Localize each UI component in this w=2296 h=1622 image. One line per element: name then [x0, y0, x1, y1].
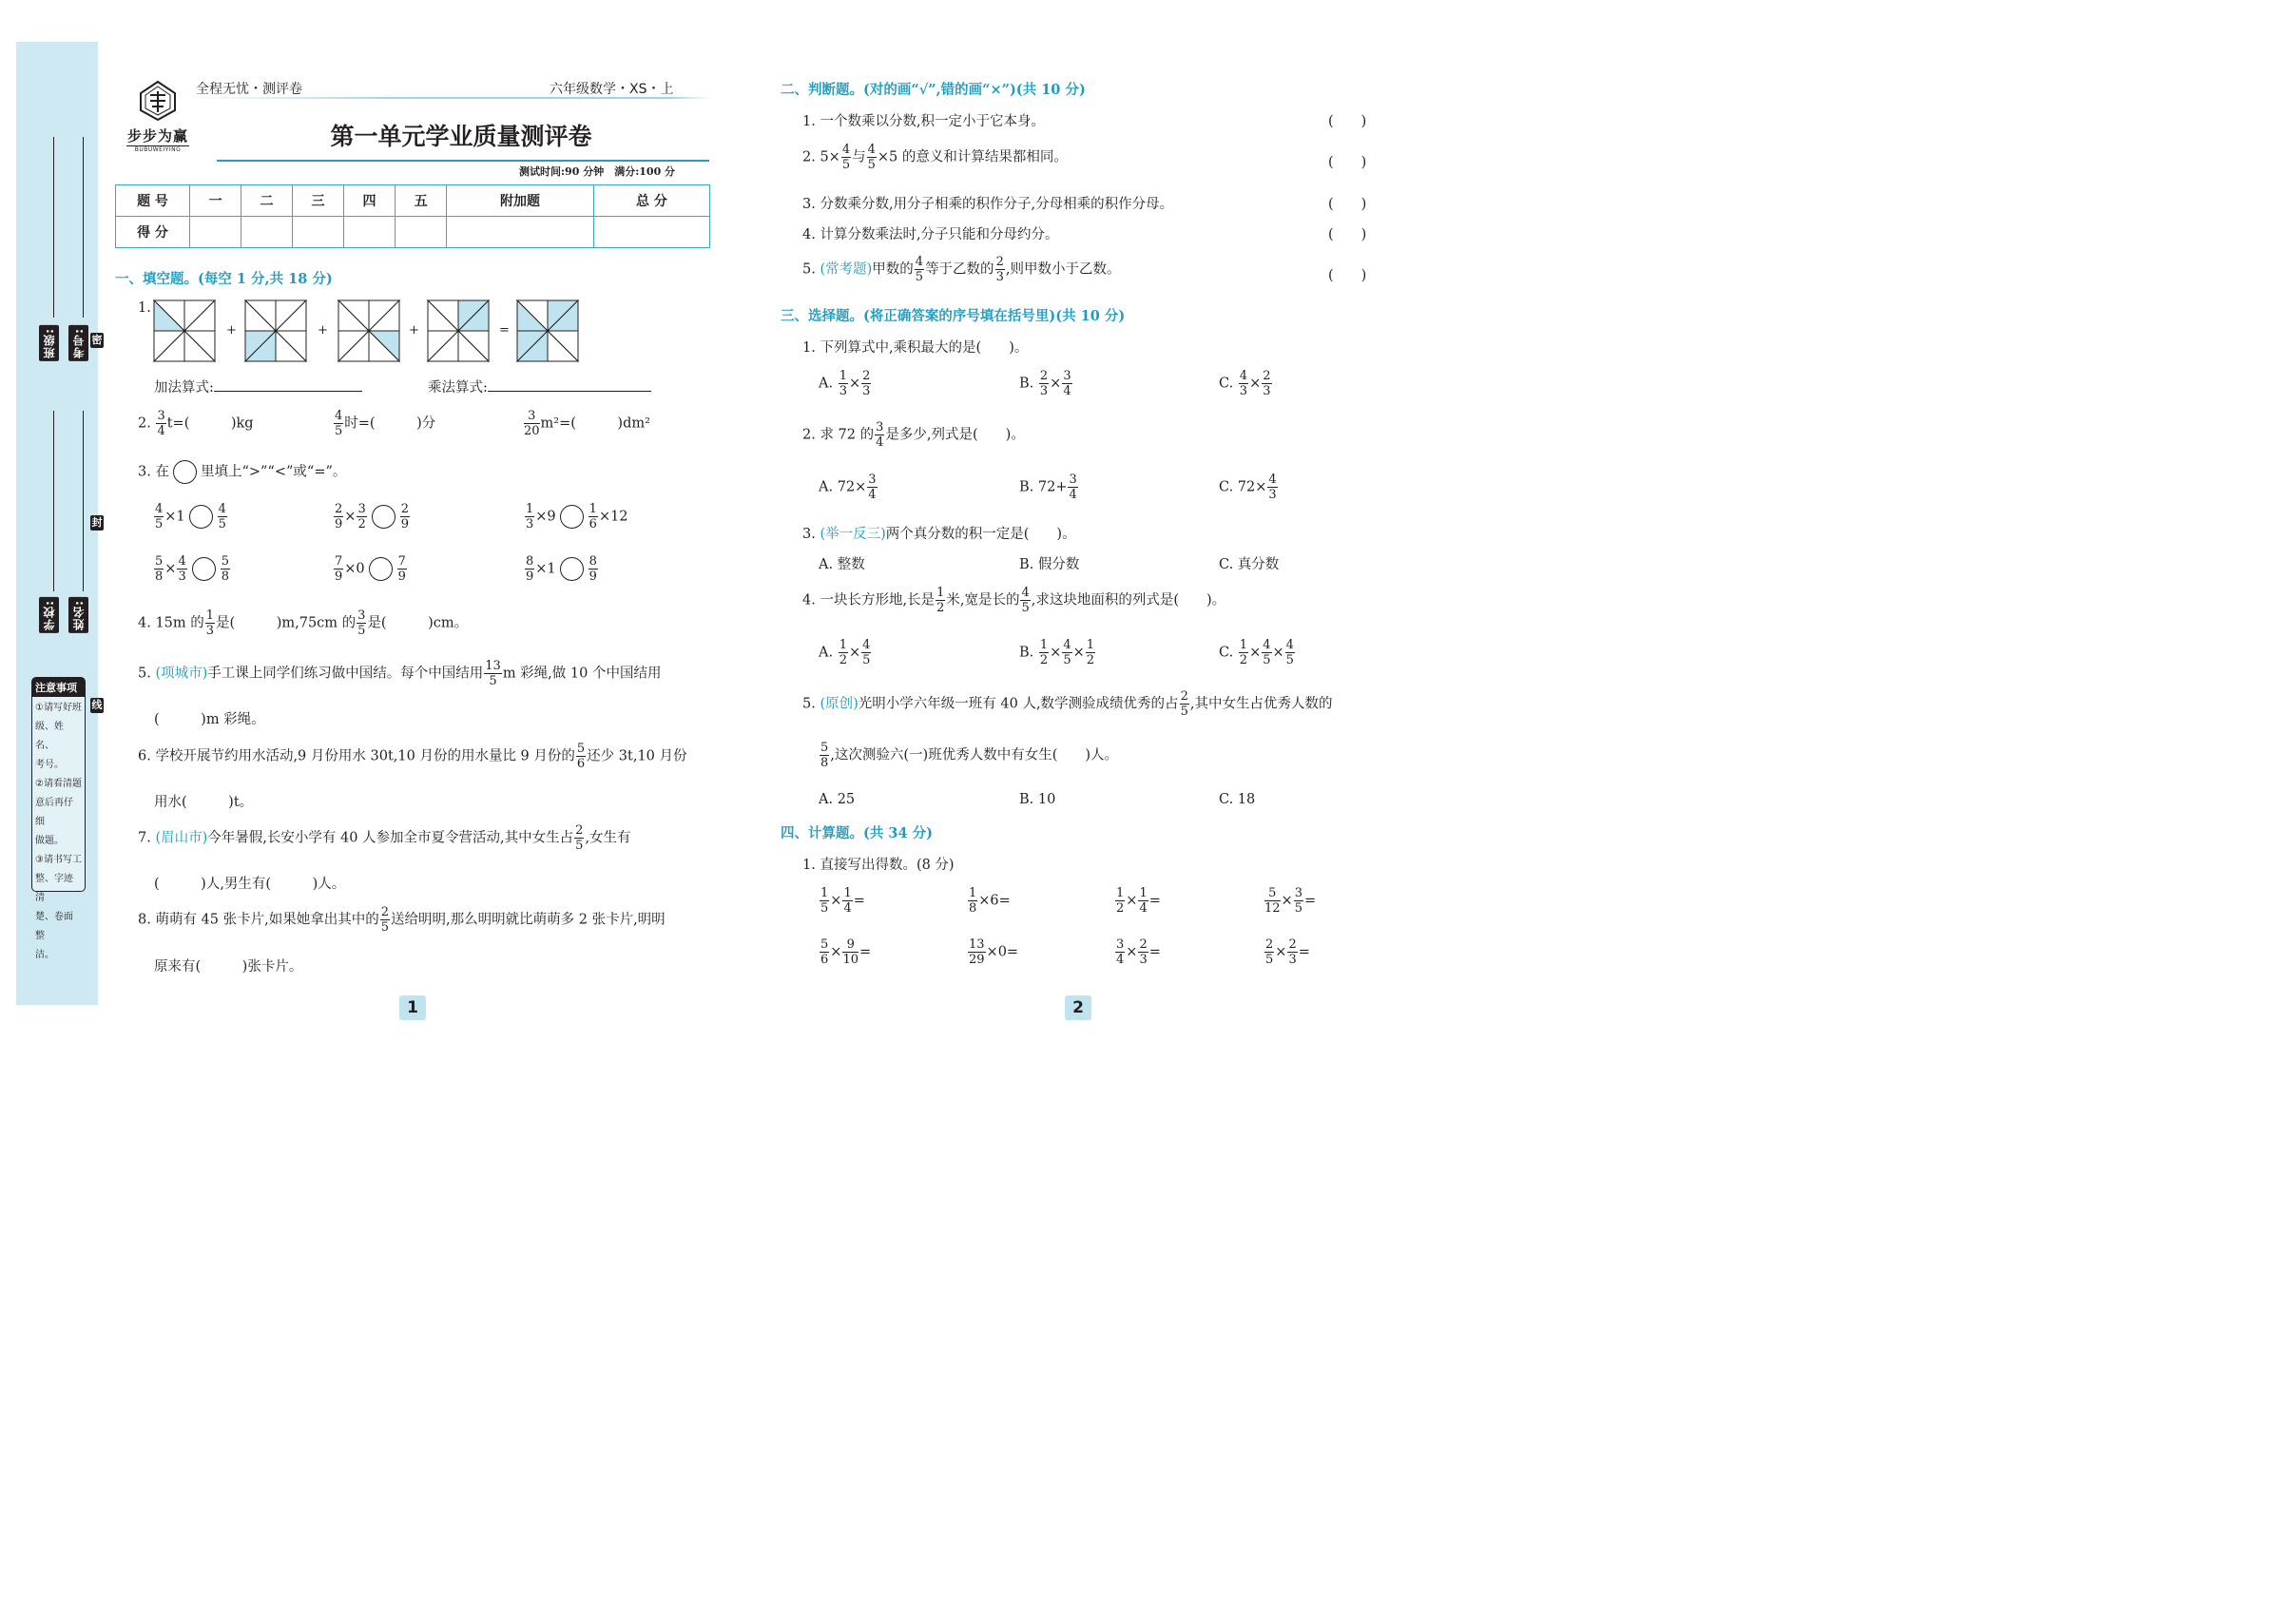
score-value-row — [116, 217, 710, 248]
q6-line2: 用水( )t。 — [154, 795, 254, 810]
score-input-cell[interactable] — [396, 217, 447, 248]
q5-b: m 彩绳,做 10 个中国结用 — [502, 666, 662, 682]
series-name: 全程无忧・测评卷 — [196, 82, 302, 97]
exam-no-line — [83, 137, 84, 318]
judge-answer-paren[interactable]: ( ) — [1328, 155, 1367, 170]
q3-pre: 在 — [155, 464, 169, 480]
judge-5-a: 甲数的 — [872, 261, 914, 278]
choice-5-line2: $\frac{5}{8}$ ,这次测验六(一)班优秀人数中有女生( )人。 — [820, 741, 1119, 770]
plus-sign: + — [409, 323, 419, 338]
q2-c-text: m²=( )dm² — [540, 415, 650, 432]
judge-answer-paren[interactable]: ( ) — [1328, 227, 1367, 242]
choice-5-option-c[interactable]: C. 18 — [1219, 792, 1256, 807]
choice-3-tag: (举一反三) — [820, 527, 886, 542]
choice-3-option-a[interactable]: A. 整数 — [819, 557, 865, 572]
plus-sign: + — [226, 323, 237, 338]
q2-b-text: 时=( )分 — [344, 415, 436, 432]
notes-line: 考号。 — [35, 760, 64, 770]
judge-answer-paren[interactable]: ( ) — [1328, 197, 1367, 212]
q3-instruction — [138, 460, 346, 484]
header-rule — [194, 97, 711, 99]
choice-5-option-b[interactable]: B. 10 — [1019, 792, 1056, 807]
section-note: (共 34 分) — [863, 825, 933, 841]
q3-post: 里填上“>”“<”或“=”。 — [200, 464, 347, 480]
judge-1: 1. 一个数乘以分数,积一定小于它本身。 — [802, 114, 1046, 129]
choice-4-option-c[interactable]: C. $\frac{1}{2}$ × $\frac{4}{5}$ × $\frac{4}{5}$ — [1219, 638, 1294, 667]
q7-b: ,女生有 — [585, 830, 631, 846]
page-title: 第一单元学业质量测评卷 — [330, 123, 592, 150]
score-cell: 四 — [344, 185, 396, 217]
logo-subtext: BUBUWEIYING — [126, 145, 189, 153]
notes-body — [32, 697, 85, 967]
choice-4-c: ,求这块地面积的列式是( )。 — [1031, 592, 1226, 608]
choice-2: 2. 求 72 的 $\frac{3}{4}$ 是多少,列式是( )。 — [802, 420, 1025, 450]
q5-line1: 5. (项城市)手工课上同学们练习做中国结。每个中国结用 $\frac{13}{5}$ m 彩绳,做 10 个中国结用 — [138, 659, 662, 688]
seal-mark-feng: 封 — [91, 516, 103, 529]
fraction-square-figure — [516, 299, 579, 362]
notes-box — [31, 677, 86, 960]
section-3-title — [781, 305, 1125, 325]
q3-item: $\frac{4}{5}$ ×1 $\frac{4}{5}$ — [155, 502, 226, 531]
section-1-title — [115, 268, 333, 288]
page-number-2: 2 — [1065, 995, 1091, 1020]
choice-5-number: 5. — [802, 696, 816, 712]
q8-line2: 原来有( )张卡片。 — [154, 959, 303, 975]
choice-4-option-a[interactable]: A. $\frac{1}{2}$ × $\frac{4}{5}$ — [819, 638, 871, 667]
choice-1-option-c[interactable]: C. $\frac{4}{3}$ × $\frac{2}{3}$ — [1219, 369, 1271, 398]
section-title-text: 三、选择题。 — [781, 308, 863, 324]
calc-item[interactable]: $\frac{5}{12}$ × $\frac{3}{5}$ = — [1264, 886, 1317, 916]
section-title-text: 一、填空题。 — [115, 271, 198, 287]
seal-mark-xian: 线 — [91, 699, 103, 711]
notes-title: 注意事项 — [32, 678, 85, 697]
choice-4-a: 4. 一块长方形地,长是 — [802, 592, 936, 608]
notes-line: ①请写好班 — [35, 703, 82, 713]
q5-source-tag: (项城市) — [155, 666, 208, 682]
judge-5-b: 等于乙数的 — [925, 261, 994, 278]
q5-number: 5. — [138, 666, 151, 682]
section-note: (每空 1 分,共 18 分) — [198, 271, 333, 287]
compare-circle[interactable] — [189, 505, 213, 529]
calc-item[interactable]: $\frac{1}{8}$ ×6= — [969, 886, 1011, 916]
q7-number: 7. — [138, 830, 151, 846]
score-cell: 得 分 — [116, 217, 190, 248]
q4-a: 4. 15m 的 — [138, 615, 204, 631]
q4-text: 4. 15m 的 $\frac{1}{3}$ 是( )m,75cm 的 $\frac{3}{5}$ 是( )cm。 — [138, 608, 469, 638]
fraction-square-figure — [244, 299, 307, 362]
choice-5-c: ,这次测验六(一)班优秀人数中有女生( )人。 — [830, 747, 1119, 763]
q6-b: 还少 3t,10 月份 — [587, 748, 687, 764]
logo — [121, 80, 195, 153]
score-cell: 总 分 — [593, 185, 709, 217]
q2-row-b: $\frac{4}{5}$ 时=( )分 — [335, 409, 436, 438]
class-line — [53, 137, 54, 318]
judge-answer-paren[interactable]: ( ) — [1328, 114, 1367, 129]
choice-4-option-b[interactable]: B. $\frac{1}{2}$ × $\frac{4}{5}$ × $\frac{1}{2}$ — [1019, 638, 1095, 667]
score-header-row — [116, 185, 710, 217]
calc-item[interactable]: $\frac{1}{5}$ × $\frac{1}{4}$ = — [820, 886, 865, 916]
q8-a: 8. 萌萌有 45 张卡片,如果她拿出其中的 — [138, 912, 379, 928]
compare-circle — [173, 460, 197, 484]
choice-3 — [802, 523, 1076, 543]
judge-5-tag: (常考题) — [820, 261, 873, 278]
calc-item[interactable]: $\frac{13}{29}$ ×0= — [969, 937, 1019, 967]
seal-mark-mi: 密 — [91, 334, 103, 346]
q2-row-c: $\frac{3}{20}$ m²=( )dm² — [524, 409, 650, 438]
q1-add-label: 加法算式: — [154, 380, 214, 396]
judge-2-c: ×5 的意义和计算结果都相同。 — [877, 149, 1068, 165]
calc-item[interactable]: $\frac{1}{2}$ × $\frac{1}{4}$ = — [1116, 886, 1161, 916]
q6-line1: 6. 学校开展节约用水活动,9 月份用水 30t,10 月份的用水量比 9 月份的 $\frac{5}{6}$ 还少 3t,10 月份 — [138, 742, 687, 771]
section-2-title — [781, 79, 1086, 99]
compare-circle[interactable] — [560, 557, 584, 581]
judge-4: 4. 计算分数乘法时,分子只能和分母约分。 — [802, 227, 1059, 242]
notes-line: 级、姓名、 — [35, 722, 64, 751]
score-input-cell[interactable] — [593, 217, 709, 248]
score-input-cell[interactable] — [241, 217, 293, 248]
choice-2-a: 2. 求 72 的 — [802, 427, 875, 443]
q7-source-tag: (眉山市) — [155, 830, 208, 846]
judge-2: 2. 5× $\frac{4}{5}$ 与 $\frac{4}{5}$ ×5 的意义和计算结果都相同。 — [802, 143, 1068, 172]
school-line — [53, 411, 54, 591]
q3-item: $\frac{8}{9}$ ×1 $\frac{8}{9}$ — [526, 554, 597, 584]
choice-2-option-a[interactable]: A. 72× $\frac{3}{4}$ — [819, 473, 877, 502]
q5-a: 手工课上同学们练习做中国结。每个中国结用 — [207, 666, 484, 682]
q2-a-text: t=( )kg — [166, 415, 254, 432]
score-cell: 题 号 — [116, 185, 190, 217]
choice-3-text: 两个真分数的积一定是( )。 — [885, 527, 1076, 542]
class-label: 班级: — [39, 325, 59, 361]
choice-1-option-b[interactable]: B. $\frac{2}{3}$ × $\frac{3}{4}$ — [1019, 369, 1071, 398]
choice-3-option-c[interactable]: C. 真分数 — [1219, 557, 1280, 572]
notes-line: 楚、卷面整 — [35, 912, 73, 941]
time-info: 测试时间:90 分钟 满分:100 分 — [519, 165, 676, 178]
equals-sign: = — [499, 323, 510, 338]
notes-line: ③请书写工 — [35, 855, 82, 865]
score-cell: 附加题 — [447, 185, 594, 217]
name-line — [83, 411, 84, 591]
q7-line2: ( )人,男生有( )人。 — [154, 877, 346, 892]
judge-2-b: 与 — [852, 149, 866, 165]
school-label: 学校: — [39, 597, 59, 633]
section-note: (将正确答案的序号填在括号里)(共 10 分) — [863, 308, 1126, 324]
q7-a: 今年暑假,长安小学有 40 人参加全市夏令营活动,其中女生占 — [207, 830, 574, 846]
fraction-square-figure — [153, 299, 216, 362]
judge-answer-paren[interactable]: ( ) — [1328, 268, 1367, 283]
choice-5-a: 光明小学六年级一班有 40 人,数学测验成绩优秀的占 — [858, 696, 1179, 712]
q1-number: 1. — [138, 300, 151, 316]
notes-line: 整、字迹清 — [35, 874, 73, 903]
page-number-1: 1 — [399, 995, 426, 1020]
q8-line1: 8. 萌萌有 45 张卡片,如果她拿出其中的 $\frac{2}{5}$ 送给明明,那么明明就比萌萌多 2 张卡片,明明 — [138, 905, 666, 935]
calc-item[interactable]: $\frac{2}{5}$ × $\frac{2}{3}$ = — [1265, 937, 1310, 967]
section-4-title — [781, 822, 933, 842]
section-title-text: 四、计算题。 — [781, 825, 863, 841]
score-cell: 一 — [190, 185, 241, 217]
choice-5-b: ,其中女生占优秀人数的 — [1189, 696, 1333, 712]
notes-line: 洁。 — [35, 950, 54, 960]
score-input-cell[interactable] — [190, 217, 241, 248]
choice-4-b: 米,宽是长的 — [946, 592, 1020, 608]
calc-item[interactable]: $\frac{3}{4}$ × $\frac{2}{3}$ = — [1116, 937, 1161, 967]
score-cell: 二 — [241, 185, 293, 217]
q4-c: 是( )cm。 — [367, 615, 469, 631]
grade-label: 六年级数学・XS・上 — [550, 82, 674, 97]
q3-item: $\frac{7}{9}$ ×0 $\frac{7}{9}$ — [335, 554, 406, 584]
q3-item: $\frac{5}{8}$ × $\frac{4}{3}$ $\frac{5}{8}$ — [155, 554, 229, 584]
choice-1-option-a[interactable]: A. $\frac{1}{3}$ × $\frac{2}{3}$ — [819, 369, 871, 398]
title-underline — [217, 160, 709, 162]
q7-line1: 7. (眉山市)今年暑假,长安小学有 40 人参加全市夏令营活动,其中女生占 $\frac{2}{5}$ ,女生有 — [138, 823, 631, 853]
q8-b: 送给明明,那么明明就比萌萌多 2 张卡片,明明 — [391, 912, 666, 928]
name-label: 姓名: — [68, 597, 88, 633]
choice-2-option-b[interactable]: B. 72+ $\frac{3}{4}$ — [1019, 473, 1077, 502]
choice-5-option-a[interactable]: A. 25 — [819, 792, 856, 807]
judge-5-number: 5. — [802, 261, 816, 278]
judge-2-a: 2. 5× — [802, 149, 840, 165]
q6-a: 6. 学校开展节约用水活动,9 月份用水 30t,10 月份的用水量比 9 月份的 — [138, 748, 575, 764]
section-note: (对的画“√”,错的画“×”)(共 10 分) — [863, 82, 1086, 98]
score-input-cell[interactable] — [344, 217, 396, 248]
choice-5-tag: (原创) — [820, 696, 859, 712]
logo-mark-icon — [137, 80, 179, 122]
q4-b: 是( )m,75cm 的 — [216, 615, 357, 631]
compare-circle[interactable] — [369, 557, 393, 581]
calc-1-instruction: 1. 直接写出得数。(8 分) — [802, 858, 955, 873]
q1-mul-label: 乘法算式: — [428, 380, 488, 396]
notes-line: 做题。 — [35, 836, 64, 846]
q1-add-answer[interactable] — [214, 391, 362, 392]
exam-no-label: 考号: — [68, 325, 88, 361]
choice-5-line1: 5. (原创)光明小学六年级一班有 40 人,数学测验成绩优秀的占 $\frac{2}{5}$ ,其中女生占优秀人数的 — [802, 689, 1333, 719]
logo-text: 步步为赢 — [126, 127, 188, 145]
choice-2-option-c[interactable]: C. 72× $\frac{4}{3}$ — [1219, 473, 1277, 502]
fraction-square-figure — [427, 299, 490, 362]
choice-3-number: 3. — [802, 527, 816, 542]
plus-sign: + — [318, 323, 328, 338]
choice-1: 1. 下列算式中,乘积最大的是( )。 — [802, 340, 1029, 356]
notes-line: 意后再仔细 — [35, 798, 73, 827]
q5-line2: ( )m 彩绳。 — [154, 712, 265, 727]
q3-item: $\frac{2}{9}$ × $\frac{3}{2}$ $\frac{2}{9}$ — [335, 502, 409, 531]
q1-mul-answer[interactable] — [488, 391, 651, 392]
judge-3: 3. 分数乘分数,用分子相乘的积作分子,分母相乘的积作分母。 — [802, 197, 1174, 212]
score-input-cell[interactable] — [293, 217, 344, 248]
compare-circle[interactable] — [192, 557, 216, 581]
compare-circle[interactable] — [372, 505, 396, 529]
score-cell: 三 — [293, 185, 344, 217]
score-cell: 五 — [396, 185, 447, 217]
q3-item: $\frac{1}{3}$ ×9 $\frac{1}{6}$ ×12 — [526, 502, 628, 531]
q1-mul-row — [428, 377, 651, 396]
q2-number: 2. — [138, 415, 151, 432]
q2-row-a: 2. $\frac{3}{4}$ t=( )kg — [138, 409, 254, 438]
calc-item[interactable]: $\frac{5}{6}$ × $\frac{9}{10}$ = — [820, 937, 872, 967]
q3-number: 3. — [138, 464, 151, 480]
score-input-cell[interactable] — [447, 217, 594, 248]
judge-5-c: ,则甲数小于乙数。 — [1005, 261, 1121, 278]
q1-add-row — [154, 377, 362, 396]
compare-circle[interactable] — [560, 505, 584, 529]
choice-3-option-b[interactable]: B. 假分数 — [1019, 557, 1080, 572]
judge-5: 5. (常考题)甲数的 $\frac{4}{5}$ 等于乙数的 $\frac{2}{3}$ ,则甲数小于乙数。 — [802, 255, 1121, 284]
section-title-text: 二、判断题。 — [781, 82, 863, 98]
choice-4: 4. 一块长方形地,长是 $\frac{1}{2}$ 米,宽是长的 $\frac{4}{5}$ ,求这块地面积的列式是( )。 — [802, 586, 1226, 615]
fraction-square-figure — [338, 299, 400, 362]
choice-2-b: 是多少,列式是( )。 — [885, 427, 1025, 443]
notes-line: ②请看清题 — [35, 779, 82, 789]
score-table — [115, 184, 710, 248]
